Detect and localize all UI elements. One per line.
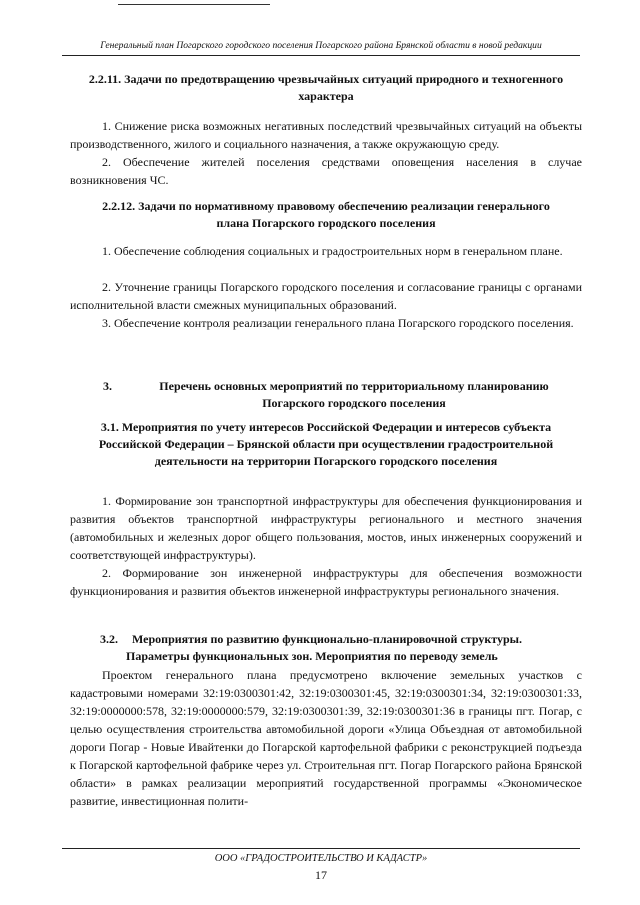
section-3-1-item-1: 1. Формирование зон транспортной инфраструктуры для обеспечения функционирования и развития объектов транспортной инфраструктуры регионального и местного значения (автомобильных и железных дорог общего пользования, мостов, иных инженерных сооружений и соответствующей инфраструктуры). [70, 494, 582, 562]
section-2-2-12-item-3: 3. Обеспечение контроля реализации генерального плана Погарского городского поселения. [102, 316, 574, 330]
section-3-number: 3. [103, 379, 112, 393]
section-2-2-12-item-2: 2. Уточнение границы Погарского городского поселения и согласование границы с органами исполнительной власти смежных муниципальных образований. [70, 280, 582, 312]
section-3-2-number: 3.2. [100, 632, 118, 646]
running-header: Генеральный план Погарского городского поселения Погарского района Брянской области в новой редакции [100, 40, 542, 51]
section-2-2-11-title: 2.2.11. Задачи по предотвращению чрезвычайных ситуаций природного и техногенного характера [88, 72, 564, 103]
page-number: 17 [315, 868, 327, 882]
scan-top-mark [118, 4, 270, 5]
section-3-2-paragraph: Проектом генерального плана предусмотрено включение земельных участков с кадастровыми номерами 32:19:0300301:42, 32:19:0300301:45, 32:19:0300301:34, 32:19:0300301:33, 32:19:0000000:578, 32:19:0000000:579, 32:19:0300301:39, 32:19:0300301:36 в границы пгт. Погар, с целью осуществления строительства автомобильной дороги «Улица Объездная от автомобильной дороги Погар - Новые Ивайтенки до Погарской картофельной фабрики с реконструкцией подъезда к Погарской картофельной фабрике через ул. Строительная пгт. Погар Погарского района Брянской области» в рамках реализации мероприятий государственной программы «Экономическое развитие, инвестиционная полити- [70, 668, 582, 808]
section-3-2-title-line-1: Мероприятия по развитию функционально-планировочной структуры. [132, 632, 523, 646]
section-3-1-item-2: 2. Формирование зон инженерной инфраструктуры для обеспечения возможности функционирования и развития объектов инженерной инфраструктуры регионального значения. [70, 566, 582, 598]
section-3-title: Перечень основных мероприятий по территориальному планированию Погарского городского поселения [159, 379, 549, 410]
section-2-2-12-title: 2.2.12. Задачи по нормативному правовому обеспечению реализации генерального плана Погарского городского поселения [102, 199, 550, 230]
section-2-2-11-item-2: 2. Обеспечение жителей поселения средствами оповещения населения в случае возникновения ЧС. [70, 155, 582, 187]
footer-company: ООО «ГРАДОСТРОИТЕЛЬСТВО И КАДАСТР» [214, 853, 428, 864]
header-rule [62, 55, 580, 56]
section-3-2-title-line-2: Параметры функциональных зон. Мероприятия по переводу земель [126, 649, 498, 663]
footer-rule [62, 848, 580, 849]
section-2-2-12-item-1: 1. Обеспечение соблюдения социальных и градостроительных норм в генеральном плане. [102, 244, 563, 258]
section-2-2-11-item-1: 1. Снижение риска возможных негативных последствий чрезвычайных ситуаций на объекты производственного, жилого и социального назначения, а также окружающую среду. [70, 119, 582, 151]
section-3-1-title: 3.1. Мероприятия по учету интересов Российской Федерации и интересов субъекта Российской Федерации – Брянской области при осуществлении градостроительной деятельности на территории Погарского городского поселения [98, 420, 554, 468]
